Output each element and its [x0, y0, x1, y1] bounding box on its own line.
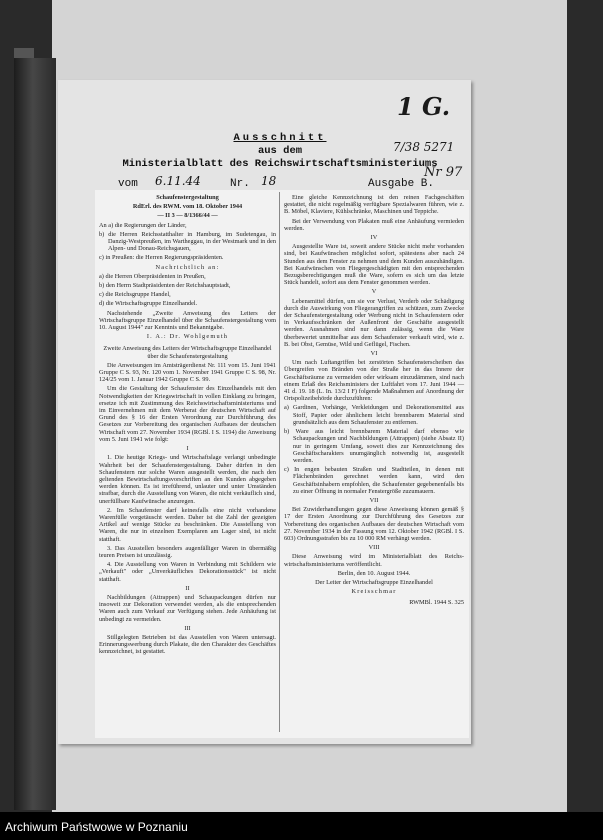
- header-line2: aus dem: [257, 145, 303, 157]
- section-6-text: Um nach Luftangriffen bei zerstörten Schaufensterscheiben das Übergreifen von Bränden von der Straße her in das Innere der Geschäftsräume zu vermeiden oder wirksam einzudämmen, sind nach einem Erlaß des Reichsministers der Luftfahrt vom 17. Juni 1944 — 41 d. 19. 18 (L. In. 13/2 I F) folgende Maßnahmen auf Anordnung der Ortspolizeibehörde durchzuführen:: [284, 359, 464, 403]
- archive-footer: [0, 812, 603, 840]
- signer-name: Kreisschmar: [351, 588, 397, 596]
- issue-number: 18: [261, 174, 277, 188]
- rule-2: 2. Im Schaufenster darf keinesfalls eine nicht vorhandene Warenfülle vorgetäuscht werden. Daher ist die Zahl der gezeigten Artikel auf wenige Stücke zu beschränken. Die Ausstellung von Waren, die nur in einzelnen Exemplaren am Lager sind, ist nicht statthaft.: [99, 506, 276, 543]
- addressee-b: b) die Herren Reichsstatthalter in Hamburg, im Sudetengau, in Danzig-Westpreußen, im Wartheggau, in der Westmark und in den Alpen- und Donau-Reichsgauen,: [99, 230, 276, 253]
- rule-4: 4. Die Ausstellung von Waren in Verbindung mit Schildern wie „Verkauft" oder „Unverkäufliches Dekorationsstück" ist nicht statthaft.: [99, 561, 276, 583]
- section-7-text: Bei Zuwiderhandlungen gegen diese Anweisung können gemäß § 17 der Ersten Anordnung zur Durchführung des Gesetzes zur Vorbereitung des organischen Aufbaues der deutschen Wirtschaft vom 27. November 1934 in der Fassung vom 12. Oktober 1942 (RGBl. I S. 603) Ordnungsstrafen bis zu 10 000 RM verhängt werden.: [284, 506, 464, 542]
- measure-b: b) Ware aus leicht brennbarem Material darf ebenso wie Schaupackungen und Nachbildungen (Attrappen) (siehe Absatz II) nur in geringem Umfang, soweit dies zur Kennzeichnung des Geschäftscharakters unumgänglich notwendig ist, ausgestellt werden.: [284, 428, 464, 464]
- document-header: [95, 132, 465, 171]
- section-title: Schaufenstergestaltung: [156, 194, 219, 201]
- cc-a: a) die Herren Oberpräsidenten in Preußen,: [99, 272, 206, 280]
- decree-ref: RdErl. des RWM. vom 18. Oktober 1944: [132, 203, 243, 211]
- section-heading-4: IV: [370, 234, 378, 242]
- cc-c: c) die Reichsgruppe Handel,: [99, 291, 171, 299]
- section-heading-2: II: [185, 584, 190, 592]
- issue-date: 6.11.44: [155, 174, 201, 188]
- rule-1: 1. Die heutige Kriegs- und Wirtschaftslage verlangt unbedingte Wahrheit bei der Schaufenstergestaltung. Daher dürfen in den Schaufenstern nur solche Waren ausgestellt werden, die nach den geltenden Bewirtschaftungsvorschriften an den Kunden abgegeben werden können. Es ist irreführend, unlauter und unter Umständen strafbar, durch die Ausstellung von Waren, die nicht verkäuflich sind, unerfüllbare Kaufwünsche anzuregen.: [99, 454, 276, 505]
- section-2-text: Nachbildungen (Attrappen) und Schaupackungen dürfen nur insoweit zur Dekoration verwendet werden, als die entsprechenden Waren auch zum Verkauf zur Verfügung stehen. Jede Anhäufung ist unbedingt zu vermeiden.: [99, 593, 276, 623]
- measure-c: c) In engen bebauten Straßen und Stadtteilen, in denen mit Flächenbränden gerechnet werden kann, wird den Geschäftsinhabern empfohlen, die Schaufenster gegebenenfalls bis zu einer Öffnung in normaler Fenstergröße zuzumauern.: [284, 466, 464, 495]
- preamble: Um die Gestaltung der Schaufenster des Einzelhandels mit den Notwendigkeiten der Kriegswirtschaft in vollen Einklang zu bringen, ersetze ich mit Zustimmung des Reichswirtschaftsministeriums und im Einvernehmen mit dem Werberat der deutschen Wirtschaft auf Grund des § 16 der Ersten Verordnung zur Durchführung des Gesetzes zur Vorbereitung des organischen Aufbaues der deutschen Wirtschaft vom 27. November 1934 (RGBl. I S. 1194) die Anweisung vom 5. Juni 1941 wie folgt:: [99, 385, 276, 443]
- place-date: Berlin, den 10. August 1944.: [337, 569, 411, 577]
- decree-number: — II 3 — 8/1366/44 —: [157, 212, 218, 220]
- signatory: I. A.: Dr. Wohlgemuth: [146, 333, 229, 341]
- archive-label: Archiwum Państwowe w Poznaniu: [5, 820, 188, 834]
- previous-directives: Die Anweisungen im Amtsträgerdienst Nr. 111 vom 15. Juni 1941 Gruppe C S. 93, Nr. 120 vom 1. November 1941 Gruppe C S. 98, Nr. 124/25 vom 1. Januar 1942 Gruppe C S. 99.: [99, 361, 276, 384]
- rule-3: 3. Das Ausstellen besonders augenfälliger Waren in übermäßig teuren Preisen ist unzulässig.: [99, 544, 276, 559]
- cc-d: d) die Wirtschaftsgruppe Einzelhandel.: [99, 300, 198, 308]
- poster-rule: Bei der Verwendung von Plakaten muß eine Anhäufung vermieden werden.: [284, 217, 464, 232]
- cc-b: b) den Herrn Stadtpräsidenten der Reichshauptstadt,: [99, 282, 231, 290]
- right-column: [284, 194, 464, 609]
- section-3-text: Stillgelegten Betrieben ist das Ausstellen von Waren untersagt. Erinnerungswerbung durch Plakate, die den Charakter des Geschäftes kennzeichnet, ist gestattet.: [99, 633, 276, 656]
- nr-label: Nr.: [230, 178, 250, 190]
- binder-spine: [14, 58, 56, 810]
- section-3-cont: Eine gleiche Kennzeichnung ist den reinen Fachgeschäften gestattet, die nicht regelmäßig verfügbare Spezialwaren führen, wie z. B. Möbel, Klaviere, Kühlschränke, Maschinen und Teppiche.: [284, 194, 464, 216]
- section-heading-3: III: [184, 624, 191, 632]
- section-heading-6: VI: [370, 350, 378, 358]
- section-heading-7: VII: [369, 496, 379, 504]
- vom-label: vom: [118, 178, 138, 190]
- signer-title: Der Leiter der Wirtschaftsgruppe Einzelhandel: [315, 578, 433, 586]
- cc-heading: Nachrichtlich an:: [155, 263, 220, 271]
- handwritten-note: 7/38 5271: [393, 140, 455, 154]
- column-divider: [279, 192, 280, 732]
- ausgabe-label: Ausgabe B.: [368, 178, 435, 190]
- handwritten-number: 1 G.: [397, 92, 451, 121]
- header-title: Ausschnitt: [233, 132, 327, 144]
- source-ref: RWMBl. 1944 S. 325: [409, 599, 464, 607]
- section-5-text: Lebensmittel dürfen, um sie vor Verlust, Verderb oder Schädigung durch die Auswirkung von Fliegerangriffen zu schützen, zum Zwecke der Schaufenstergestaltung oder Werbung nicht in Schaufenstern oder in Verkaufsschränken der Außenfront der Geschäfte ausgestellt werden. Ausnahmen sind nur dann zulässig, wenn die Ware überbewertet unmittelbar aus dem Schaufenster verkauft wird, wie z. B. bei Obst, Gemüse, Wild und Geflügel, Fischen.: [284, 297, 464, 348]
- intro-paragraph: Nachstehende „Zweite Anweisung des Leiters der Wirtschaftsgruppe Einzelhandel über die Schaufenstergestaltung vom 10. August 1944" zur Kenntnis und Bekanntgabe.: [99, 309, 276, 332]
- handwritten-signature: Nr 97: [424, 165, 463, 180]
- section-heading-5: V: [371, 288, 377, 296]
- section-4-text: Ausgestellte Ware ist, soweit andere Stücke nicht mehr vorhanden sind, bei Kaufwünschen möglichst sofort, spätestens aber nach 24 Stunden aus dem Fenster zu nehmen und dem Kunden auszuhändigen. Bei Kaufwünschen von Fliegergeschädigten mit den entsprechenden Bezugsberechtigungen muß die Ware, sofern es sich um das letzte Stück handelt, sofort aus dem Fenster genommen werden.: [284, 243, 464, 287]
- addressee-a: An a) die Regierungen der Länder,: [99, 221, 187, 229]
- left-column: [99, 194, 276, 658]
- measure-a: a) Gardinen, Vorhänge, Verkleidungen und Dekorationsmittel aus Stoff, Papier oder ähnlichem leicht brennbarem Material sind grundsätzlich aus dem Schaufenster zu entfernen.: [284, 404, 464, 426]
- header-line3: Ministerialblatt des Reichswirtschaftsministeriums: [122, 158, 438, 170]
- section-heading-8: VIII: [368, 544, 380, 552]
- directive-title: Zweite Anweisung des Leiters der Wirtschaftsgruppe Einzelhandel über die Schaufenstergestaltung: [103, 345, 272, 360]
- section-heading-1: I: [186, 445, 189, 453]
- addressee-c: c) in Preußen: die Herren Regierungspräsidenten.: [99, 254, 224, 262]
- section-8-text: Diese Anweisung wird im Ministerialblatt des Reichswirtschaftsministeriums veröffentlicht.: [284, 553, 464, 568]
